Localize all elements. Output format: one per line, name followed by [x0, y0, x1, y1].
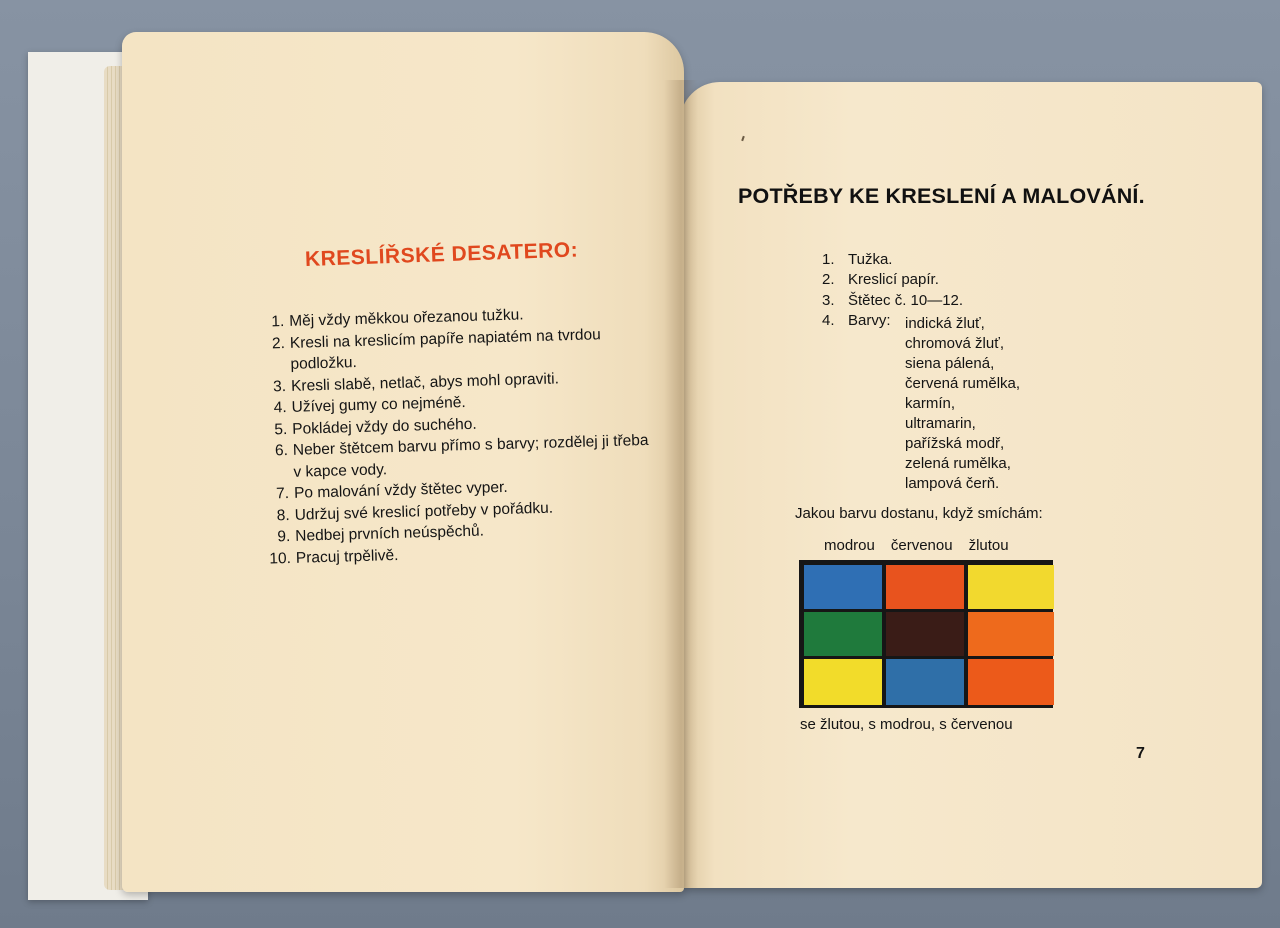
supply-text: Tužka. — [848, 251, 893, 268]
column-label: modrou — [824, 537, 875, 554]
paint-color: indická žluť, — [905, 315, 985, 332]
rules-list — [250, 301, 657, 570]
rule-text: Nedbej prvních neúspěchů. — [295, 522, 485, 545]
rule-number: 10. — [269, 549, 292, 568]
rule-text: Užívej gumy co nejméně. — [291, 394, 466, 416]
paint-color: pařížská modř, — [905, 435, 1005, 452]
rule-number: 8. — [276, 506, 290, 524]
rule-number: 3. — [272, 377, 287, 395]
rule-number: 7. — [275, 484, 290, 503]
color-swatch — [804, 612, 882, 656]
list-item — [822, 291, 963, 311]
color-swatch — [804, 659, 882, 705]
rule-text: Kresli slabě, netlač, abys mohl opraviti. — [290, 369, 560, 395]
rule-number: 4. — [273, 399, 287, 417]
rule-number: 2. — [271, 334, 286, 352]
supply-number: 1. — [822, 251, 835, 268]
rule-text: Pracuj trpělivě. — [295, 546, 399, 567]
rule-text: Udržuj své kreslicí potřeby v pořádku. — [294, 499, 554, 524]
column-label: žlutou — [968, 537, 1009, 554]
paint-color: karmín, — [905, 395, 956, 412]
paint-color: lampová čerň. — [905, 475, 1000, 492]
supply-text: Kreslicí papír. — [848, 271, 939, 289]
color-swatch — [968, 612, 1054, 656]
rule-text: Po malování vždy štětec vyper. — [293, 478, 508, 502]
rule-number: 9. — [277, 527, 291, 546]
color-swatch — [968, 565, 1054, 609]
paint-color: zelená rumělka, — [905, 455, 1011, 472]
column-label: červenou — [890, 537, 953, 554]
list-item — [822, 250, 963, 270]
color-swatch — [804, 565, 882, 609]
rule-text: Kresli na kreslicím papíře napiatém na tvrdou podložku. — [289, 325, 602, 373]
rule-text: Měj vždy měkkou ořezanou tužku. — [289, 306, 524, 330]
page-number: 7 — [1136, 745, 1145, 762]
left-page-title: KRESLÍŘSKÉ DESATERO: — [304, 238, 579, 271]
supply-number: 3. — [822, 291, 835, 309]
rule-text: Pokládej vždy do suchého. — [292, 415, 477, 438]
mixing-question: Jakou barvu dostanu, když smíchám: — [795, 505, 1043, 522]
paint-color: červená rumělka, — [905, 375, 1021, 392]
paint-colors-list — [905, 314, 1020, 494]
right-page-title: POTŘEBY KE KRESLENÍ A MALOVÁNÍ. — [738, 184, 1145, 208]
color-mixing-grid — [799, 560, 1053, 708]
grid-row-labels: se žlutou, s modrou, s červenou — [800, 716, 1013, 733]
paint-color: chromová žluť, — [905, 335, 1004, 352]
paint-color: siena pálená, — [905, 355, 995, 372]
rule-number: 1. — [271, 313, 285, 331]
list-item — [822, 270, 963, 290]
spine-shadow — [664, 80, 698, 888]
supply-number: 4. — [822, 311, 835, 329]
color-swatch — [886, 612, 964, 656]
supply-text: Barvy: — [848, 311, 891, 329]
rule-number: 6. — [274, 441, 289, 460]
rule-text: Neber štětcem barvu přímo s barvy; rozdělej ji třeba v kapce vody. — [292, 431, 649, 481]
color-swatch — [886, 565, 964, 609]
grid-column-labels — [824, 537, 1025, 554]
color-swatch — [886, 659, 964, 705]
supply-number: 2. — [822, 271, 835, 289]
rule-number: 5. — [274, 420, 288, 438]
color-swatch — [968, 659, 1054, 705]
paint-color: ultramarin, — [905, 415, 976, 432]
supply-text: Štětec č. 10—12. — [848, 291, 964, 309]
